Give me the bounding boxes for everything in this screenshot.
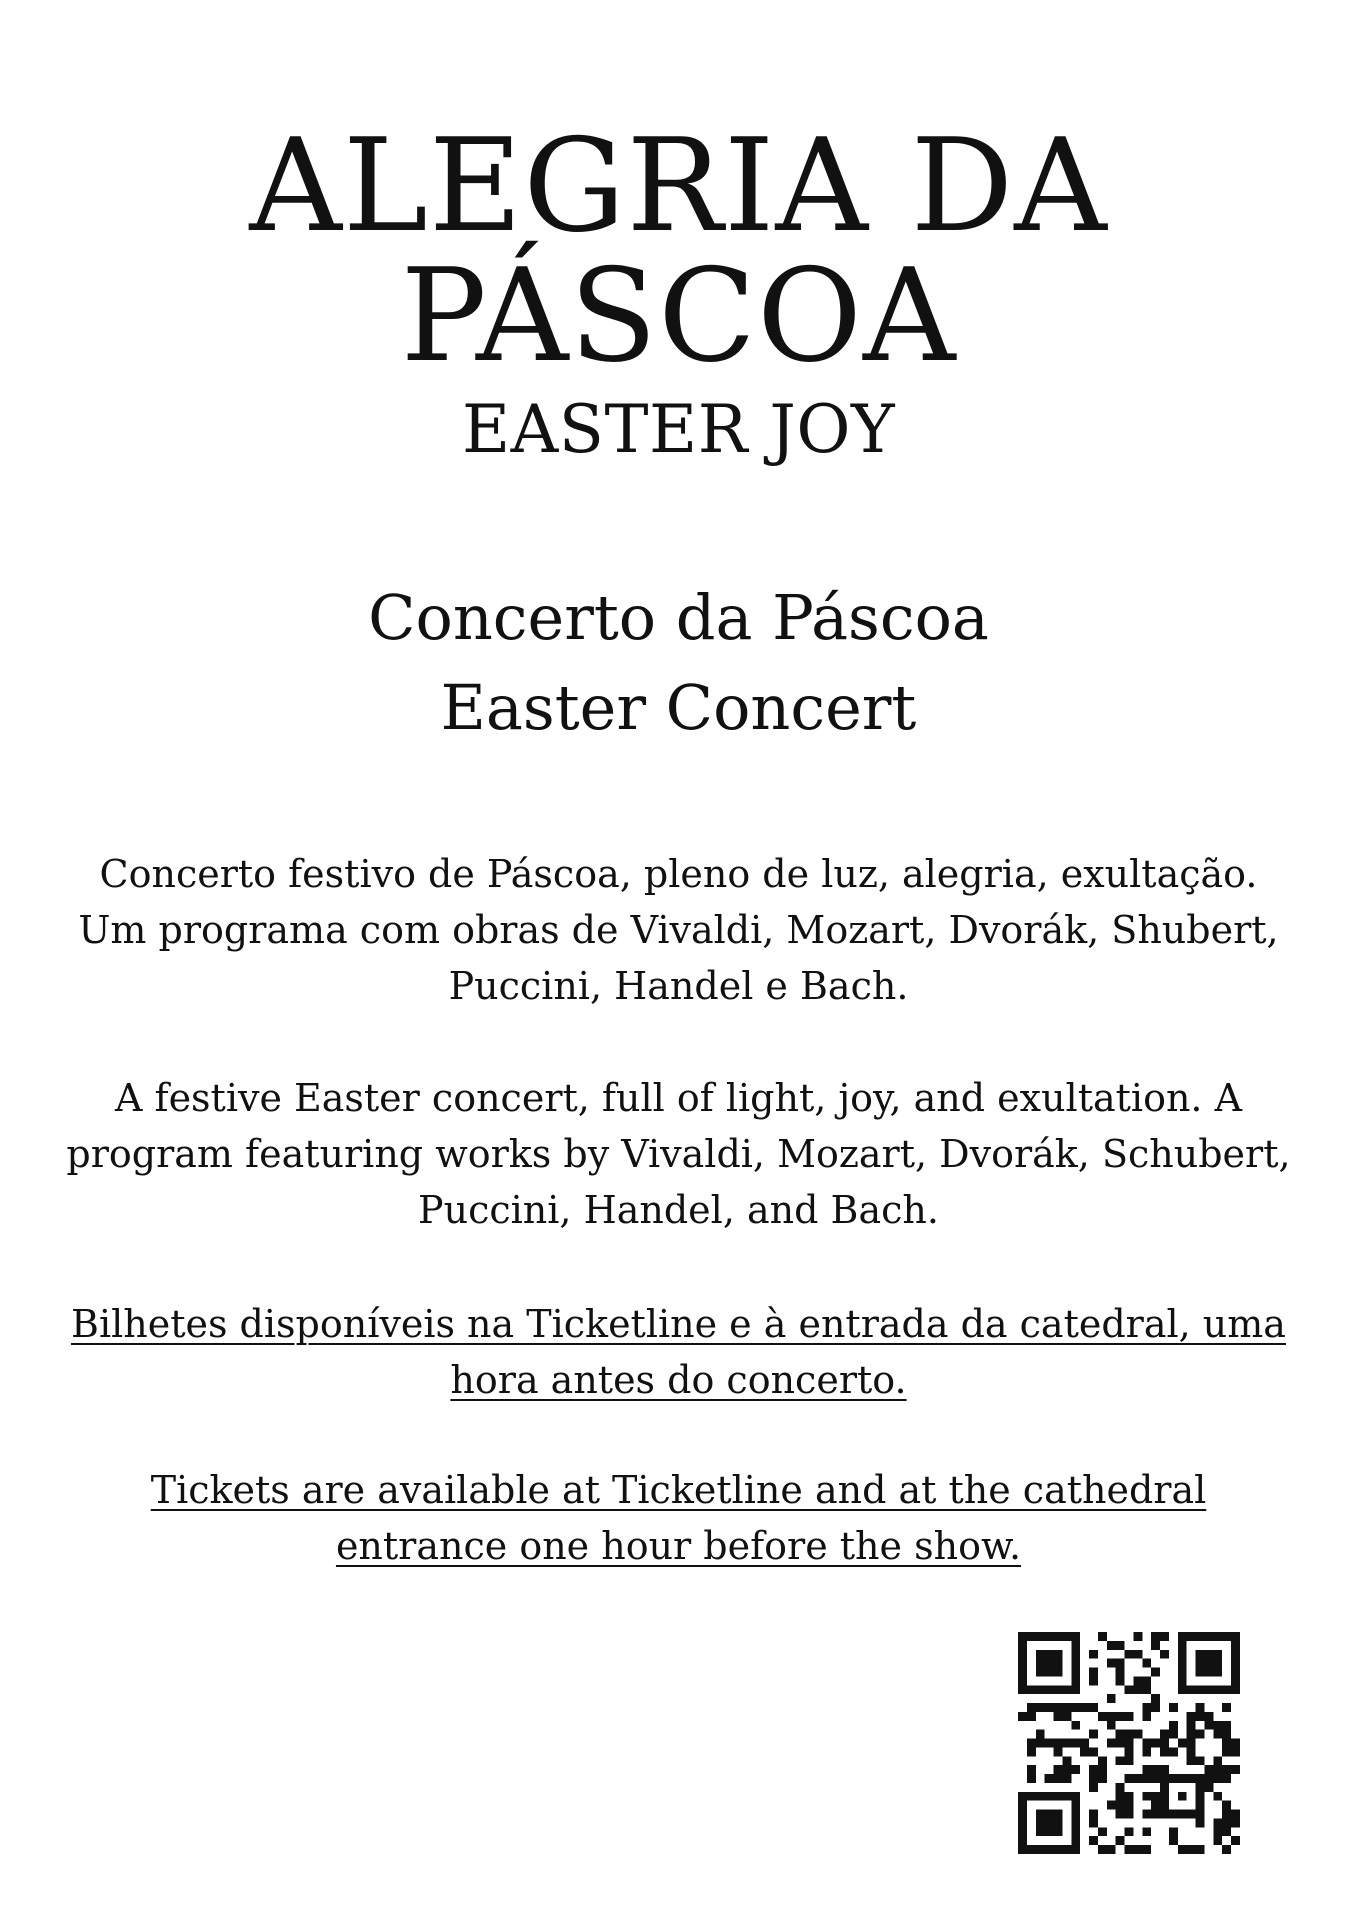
concert-title-en: Easter Concert: [440, 671, 917, 744]
description-pt: Concerto festivo de Páscoa, pleno de luz, alegria, exultação. Um programa com obras de Vivaldi, Mozart, Dvorák, Shubert, Puccini, Handel e Bach.: [78, 852, 1279, 1008]
tickets-info-en-link[interactable]: Tickets are available at Ticketline and at the cathedral entrance one hour before the show.: [150, 1468, 1207, 1568]
subtitle: EASTER JOY: [461, 391, 896, 468]
concert-title-pt: Concerto da Páscoa: [368, 581, 989, 654]
qr-code-icon[interactable]: [1018, 1632, 1240, 1854]
title-line-2: PÁSCOA: [400, 242, 957, 391]
title-line-1: ALEGRIA DA: [249, 112, 1108, 261]
description-en: A festive Easter concert, full of light, joy, and exultation. A program featuring works by Vivaldi, Mozart, Dvorák, Schubert, Puccini, Handel, and Bach.: [66, 1076, 1291, 1232]
tickets-info-pt-link[interactable]: Bilhetes disponíveis na Ticketline e à entrada da catedral, uma hora antes do concerto.: [71, 1302, 1286, 1402]
